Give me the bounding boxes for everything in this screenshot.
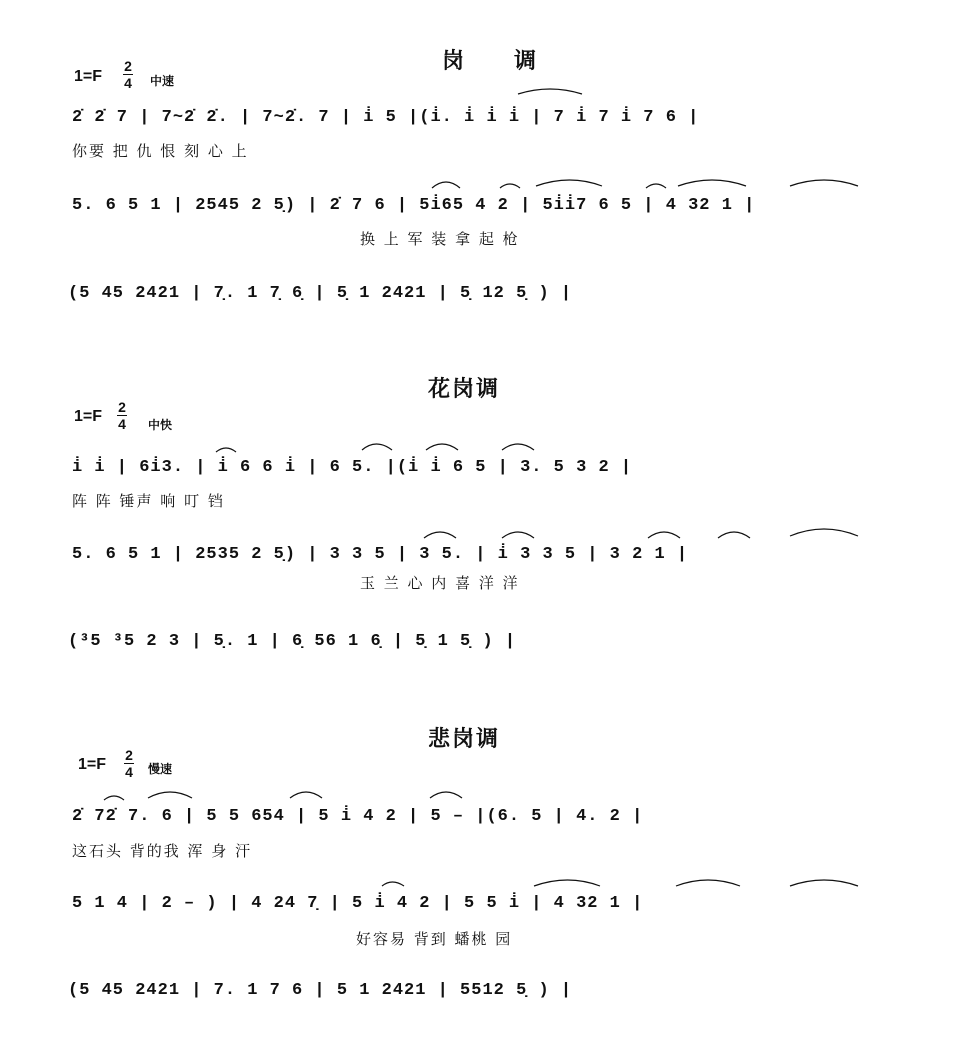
piece-2-lyric-2: 玉 兰 心 内 喜 洋 洋 (360, 574, 520, 592)
piece-2-key: 1=F (74, 408, 103, 425)
ts-bottom: 4 (125, 764, 133, 780)
piece-3-tempo: 慢速 (148, 762, 173, 776)
piece-2-tempo: 中快 (148, 418, 173, 432)
piece-3-lyric-1: 这石头 背的我 浑 身 汗 (72, 842, 253, 860)
piece-3-lyric-2: 好容易 背到 蟠桃 园 (356, 930, 513, 948)
slur (678, 180, 746, 186)
slur (502, 444, 534, 450)
ts-bottom: 4 (118, 416, 126, 432)
slur (290, 792, 322, 798)
slur (790, 880, 858, 886)
piece-1-lyric-1: 你要 把 仇 恨 刻 心 上 (72, 142, 249, 160)
slur (536, 180, 602, 186)
slur (148, 792, 192, 798)
piece-3-key: 1=F (78, 756, 107, 773)
slur (382, 882, 404, 886)
slur (534, 880, 600, 886)
ts-top: 2 (124, 58, 132, 74)
slur (104, 796, 124, 800)
piece-2-line-1: i̇ i̇ | 6i̇3. | i̇ 6 6 i̇ | 6 5. |(i̇ i̇ 6 5 | 3. 5 3 2 | (72, 458, 633, 477)
slur (500, 184, 520, 188)
piece-3-title: 悲岗调 (428, 727, 501, 752)
slur (430, 792, 462, 798)
piece-2-title: 花岗调 (428, 377, 501, 402)
slur (676, 880, 740, 886)
slur (432, 182, 460, 188)
slur (790, 180, 858, 186)
ts-bottom: 4 (124, 75, 132, 91)
ts-top: 2 (118, 399, 126, 415)
piece-1-line-2: 5. 6 5 1 | 2545 2 5̣) | 2̇ 7 6 | 5i̇65 4 2 | 5i̇i̇7 6 5 | 4 32 1 | (72, 196, 756, 215)
piece-1-line-1: 2̇ 2̇ 7 | 7~2̇ 2̇. | 7~2̇. 7 | i̇ 5 |(i̇. i̇ i̇ i̇ | 7 i̇ 7 i̇ 7 6 | (72, 108, 700, 127)
slur (646, 184, 666, 188)
piece-1-key: 1=F (74, 68, 103, 85)
slur (426, 444, 458, 450)
piece-1-tempo: 中速 (150, 74, 175, 88)
slur (362, 444, 392, 450)
piece-2-lyric-1: 阵 阵 锤声 响 叮 铛 (72, 492, 225, 510)
slur (216, 448, 236, 452)
slur (518, 89, 582, 94)
piece-2-line-3: (³5 ³5 2 3 | 5̣. 1 | 6̣ 56 1 6̣ | 5̣ 1 5̣ ) | (68, 632, 517, 651)
piece-1-line-3: (5 45 2421 | 7̣. 1 7̣ 6̣ | 5̣ 1 2421 | 5̣ 12 5̣ ) | (68, 284, 573, 303)
piece-2-line-2: 5. 6 5 1 | 2535 2 5̣) | 3 3 5 | 3 5. | i̇ 3 3 5 | 3 2 1 | (72, 545, 689, 564)
slur (648, 532, 680, 538)
piece-3-line-3: (5 45 2421 | 7. 1 7 6 | 5 1 2421 | 5512 5̣ ) | (68, 981, 573, 1000)
piece-1-title: 岗 调 (442, 49, 539, 74)
slur (790, 529, 858, 536)
piece-3-line-1: 2̇ 72̇ 7. 6 | 5 5 654 | 5 i̇ 4 2 | 5 – |(6. 5 | 4. 2 | (72, 807, 644, 826)
piece-1-lyric-2: 换 上 军 装 拿 起 枪 (360, 230, 520, 248)
slur (502, 532, 534, 538)
slur (424, 532, 456, 538)
piece-3-line-2: 5 1 4 | 2 – ) | 4 24 7̣ | 5 i̇ 4 2 | 5 5 i̇ | 4 32 1 | (72, 894, 644, 913)
ts-top: 2 (125, 747, 133, 763)
slur (718, 532, 750, 538)
